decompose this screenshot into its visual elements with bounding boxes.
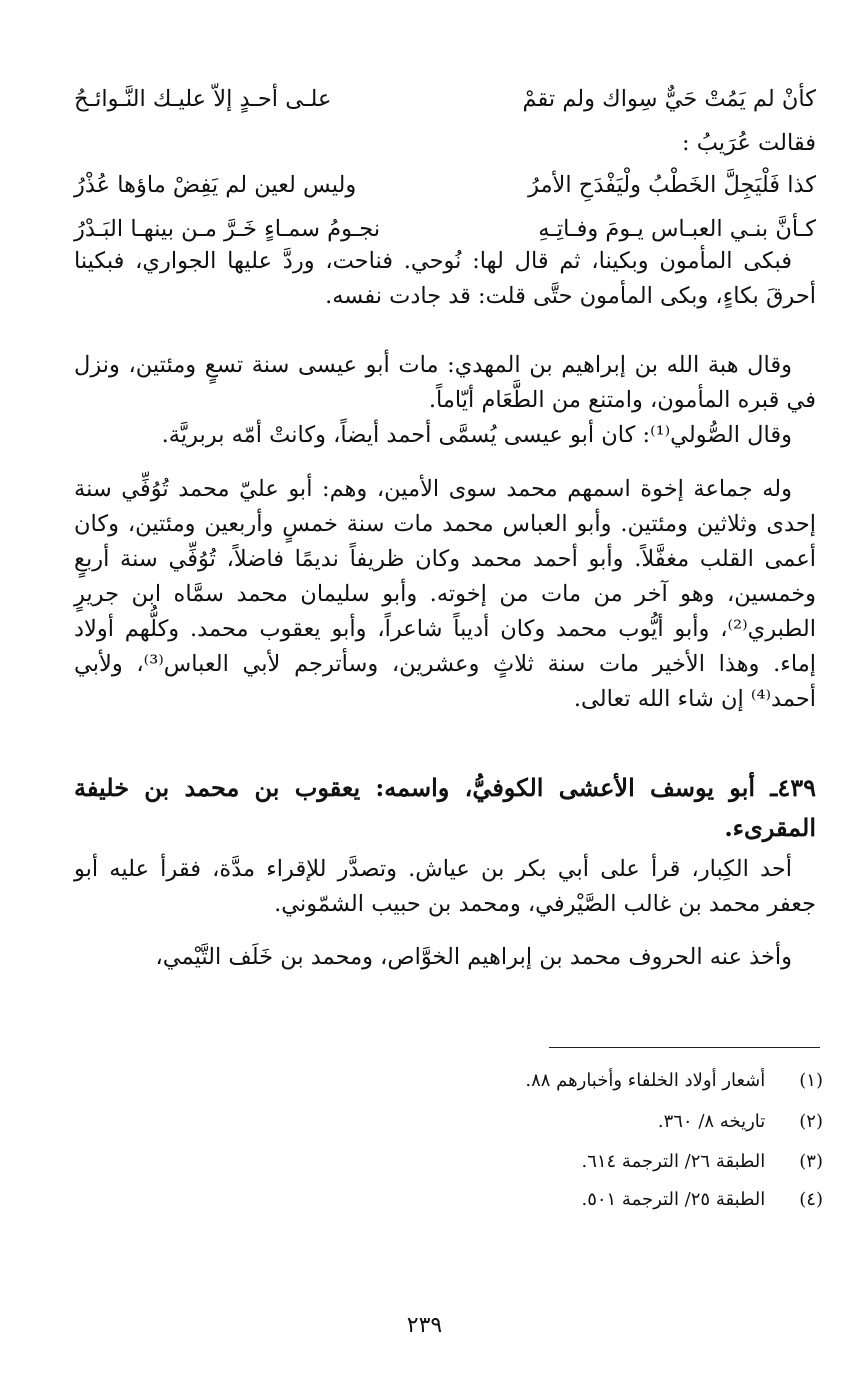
page-number: ٢٣٩	[406, 1313, 443, 1338]
footnote-3-text: الطبقة ٢٦/ الترجمة ٦١٤.	[581, 1151, 766, 1172]
entry-heading: ٤٣٩ـ أبو يوسف الأعشى الكوفيُّ، واسمه: يعقوب بن محمد بن خليفة المقرىء.	[74, 773, 816, 842]
paragraph-3: وقال الصُّولي⁽¹⁾: كان أبو عيسى يُسمَّى أحمد أيضاً، وكانتْ أمّه بربريَّة.	[161, 422, 792, 448]
paragraph-5: أحد الكِبار، قرأ على أبي بكر بن عياش. وتصدَّر للإقراء مدَّة، فقرأ عليه أبو جعفر محمد بن غالب الصَّيْرفي، ومحمد بن حبيب الشمّوني.	[74, 856, 816, 917]
footnote-2-number: (٢)	[799, 1111, 823, 1132]
verse-line-1	[74, 86, 816, 126]
footnote-3-number: (٣)	[799, 1151, 823, 1172]
footnote-3	[463, 1151, 823, 1172]
paragraph-1: فبكى المأمون وبكينا، ثم قال لها: نُوحي. فناحت، وردَّ عليها الجواري، فبكينا أحرقَ بكاءٍ، وبكى المأمون حتَّى قلت: قد جادت نفسه.	[74, 248, 816, 309]
verse-2-first-hemistich: كذا فَلْيَجِلَّ الخَطْبُ ولْيَفْدَحِ الأمرُ	[528, 172, 816, 198]
verse-3-second-hemistich: نجـومُ سمـاءٍ خَـرَّ مـن بينهـا البَـدْرُ	[74, 216, 381, 242]
footnote-1-text: أشعار أولاد الخلفاء وأخبارهم ٨٨.	[525, 1070, 766, 1091]
verse-1-second-hemistich: علـى أحـدٍ إلاّ عليـك النَّـوائـحُ	[74, 86, 332, 112]
poem-intro-line: فقالت عُرَيبُ :	[681, 130, 816, 156]
verse-2-second-hemistich: وليس لعين لم يَفِضْ ماؤها عُذْرُ	[74, 172, 357, 198]
paragraph-4: وله جماعة إخوة اسمهم محمد سوى الأمين، وهم: أبو عليّ محمد تُوُفِّي سنة إحدى وثلاثين ومئتين. وأبو العباس محمد مات سنة خمسٍ وأربعين ومئتين، وكان أعمى القلب مغفَّلاً. وأبو أحمد محمد وكان ظريفاً نديمًا فاضلاً، تُوُفِّي سنة أربعٍ وخمسين، وهو آخر من مات من إخوته. وأبو سليمان محمد سمَّاه ابن جريرٍ الطبري⁽²⁾، وأبو أيُّوب محمد وكان أديباً شاعراً، وأبو يعقوب محمد. وكلُّهم أولاد إماء. وهذا الأخير مات سنة ثلاثٍ وعشرين، وسأترجم لأبي العباس⁽³⁾، ولأبي أحمد⁽⁴⁾ إن شاء الله تعالى.	[74, 476, 817, 712]
verse-1-first-hemistich: كأنْ لم يَمُتْ حَيٌّ سِواك ولم تقمْ	[522, 86, 816, 112]
footnote-separator	[549, 1047, 820, 1048]
footnote-1	[463, 1070, 823, 1091]
footnote-4-text: الطبقة ٢٥/ الترجمة ٥٠١.	[581, 1189, 766, 1210]
footnote-4	[463, 1189, 823, 1210]
footnote-2-text: تاريخه ٨/ ٣٦٠.	[657, 1111, 766, 1132]
footnote-1-number: (١)	[799, 1070, 823, 1091]
intro-line-container	[74, 130, 816, 170]
paragraph-6: وأخذ عنه الحروف محمد بن إبراهيم الخوَّاص، ومحمد بن خَلَف التَّيْمي،	[155, 944, 792, 970]
paragraph-2: وقال هبة الله بن إبراهيم بن المهدي: مات أبو عيسى سنة تسعٍ ومئتين، ونزل في قبره المأمون، وامتنع من الطَّعَام أيّاماً.	[74, 352, 816, 413]
footnote-4-number: (٤)	[799, 1189, 823, 1210]
verse-3-first-hemistich: كـأنَّ بنـي العبـاس يـومَ وفـاتِـهِ	[538, 216, 816, 242]
footnote-2	[463, 1111, 823, 1132]
verse-line-2	[74, 172, 816, 212]
